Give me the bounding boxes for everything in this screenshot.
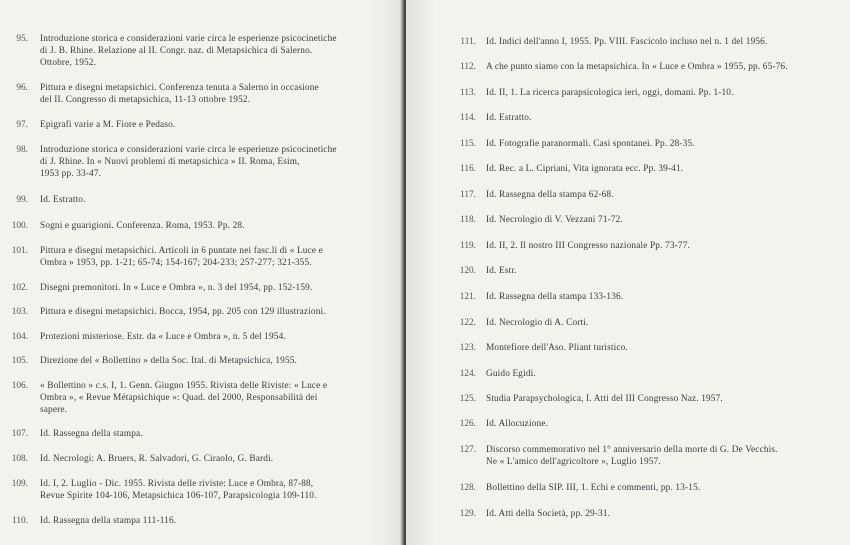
entry-text: Guido Egidi. — [486, 369, 536, 379]
entry-number: 99. — [16, 195, 28, 205]
entry-number: 122. — [459, 318, 476, 328]
entry-text: Direzione del « Bollettino » della Soc. Ital. di Metapsichica, 1955. — [40, 356, 298, 366]
entry-text: Disegni premonitori. In « Luce e Ombra », n. 3 del 1954, pp. 152-159. — [40, 283, 313, 293]
entry-text: Id. Indici dell'anno I, 1955. Pp. VIII. Fascicolo incluso nel n. 1 del 1956. — [486, 37, 768, 47]
entry-number: 102. — [11, 283, 28, 293]
entry-text: Pittura e disegni metapsichici. Articoli in 6 puntate nei fasc.li di « Luce e Ombra » 1953, pp. 1-21; 65-74; 154-167; 204-233; 257-277; 321-355. — [40, 246, 323, 269]
entry-number: 115. — [460, 139, 476, 149]
entry-number: 108. — [11, 454, 28, 464]
entry-text: Id. II, 2. Il nostro III Congresso nazionale Pp. 73-77. — [486, 241, 690, 251]
entry-number: 121. — [459, 292, 476, 302]
entry-text: Id. Necrologio di V. Vezzani 71-72. — [486, 215, 623, 225]
entry-text: Epigrafi varie a M. Fiore e Pedaso. — [40, 120, 176, 130]
entry-number: 111. — [460, 37, 476, 47]
entry-text: A che punto siamo con la metapsichica. In « Luce e Ombra » 1955, pp. 65-76. — [486, 62, 788, 72]
entry-text: Id. Rec. a L. Cipriani, Vita ignorata ecc. Pp. 39-41. — [486, 164, 684, 174]
entry-number: 126. — [459, 419, 476, 429]
entry-text: Id. Estr. — [486, 266, 517, 276]
entry-number: 114. — [460, 113, 476, 123]
entry-text: Id. I, 2. Luglio - Dic. 1955. Rivista delle riviste: Luce e Ombra, 87-88, Revue Spirite 104-106, Metapsichica 106-107, Parapsicologia 109-110. — [40, 479, 317, 502]
entry-text: Id. II, 1. La ricerca parapsicologica ieri, oggi, domani. Pp. 1-10. — [486, 88, 734, 98]
entry-number: 119. — [460, 241, 476, 251]
entry-number: 100. — [11, 221, 28, 231]
entry-number: 113. — [460, 88, 476, 98]
left-page — [0, 0, 403, 545]
entry-number: 109. — [11, 479, 28, 489]
entry-number: 125. — [459, 394, 476, 404]
entry-number: 117. — [460, 190, 476, 200]
entry-number: 101. — [11, 246, 28, 256]
entry-text: Studia Parapsychologica, I. Atti del III Congresso Naz. 1957. — [486, 394, 723, 404]
right-page — [406, 0, 850, 545]
entry-text: « Bollettino » c.s. I, 1. Genn. Giugno 1955. Rivista delle Riviste: « Luce e Ombra », « Revue Métapsichique »: Quad. del 2000, Responsabilità dei sapere. — [40, 381, 328, 416]
entry-text: Id. Rassegna della stampa. — [40, 429, 143, 439]
entry-number: 116. — [460, 164, 476, 174]
entry-text: Id. Estratto. — [40, 195, 86, 205]
entry-text: Montefiore dell'Aso. Pliant turistico. — [486, 343, 628, 353]
entry-number: 112. — [460, 62, 476, 72]
entry-number: 129. — [459, 509, 476, 519]
entry-text: Bollettino della SIP. III, 1. Echi e commenti, pp. 13-15. — [486, 483, 701, 493]
entry-text: Id. Allocuzione. — [486, 419, 549, 429]
entry-number: 95. — [16, 34, 28, 44]
entry-text: Id. Fotografie paranormali. Casi spontanei. Pp. 28-35. — [486, 139, 695, 149]
entry-text: Id. Estratto. — [486, 113, 532, 123]
entry-number: 123. — [459, 343, 476, 353]
page-curve-shadow — [406, 0, 436, 545]
entry-text: Introduzione storica e considerazioni varie circa le esperienze psicocinetiche di J. B. Rhine. Relazione al II. Congr. naz. di Metapsichica di Salerno. Ottobre, 1952. — [40, 34, 337, 69]
entry-number: 106. — [11, 381, 28, 391]
entry-text: Pittura e disegni metapsichici. Bocca, 1954, pp. 205 con 129 illustrazioni. — [40, 307, 326, 317]
entry-number: 96. — [16, 83, 28, 93]
entry-number: 124. — [459, 369, 476, 379]
entry-number: 97. — [16, 120, 28, 130]
entry-number: 107. — [11, 429, 28, 439]
entry-text: Id. Rassegna della stampa 133-136. — [486, 292, 624, 302]
entry-number: 127. — [459, 445, 476, 455]
entry-number: 103. — [11, 307, 28, 317]
entry-number: 98. — [16, 145, 28, 155]
entry-text: Discorso commemorativo nel 1° anniversario della morte di G. De Vecchis. Ne « L'amico dell'agricoltore », Luglio 1957. — [486, 445, 778, 468]
page-curve-shadow — [370, 0, 402, 545]
entry-number: 104. — [11, 332, 28, 342]
entry-number: 105. — [11, 356, 28, 366]
entry-text: Id. Rassegna della stampa 111-116. — [40, 516, 177, 526]
entry-number: 118. — [460, 215, 476, 225]
entry-text: Introduzione storica e considerazioni varie circa le esperienze psicocinetiche di J. Rhine. In « Nuovi problemi di metapsichica » II. Roma, Esim, 1953 pp. 33-47. — [40, 145, 337, 180]
entry-number: 110. — [12, 516, 28, 526]
entry-text: Id. Rassegna della stampa 62-68. — [486, 190, 614, 200]
entry-text: Id. Necrologio di A. Corti. — [486, 318, 589, 328]
entry-number: 128. — [459, 483, 476, 493]
entry-text: Pittura e disegni metapsichici. Conferenza tenuta a Salerno in occasione del II. Congresso di metapsichica, 11-13 ottobre 1952. — [40, 83, 319, 106]
entry-number: 120. — [459, 266, 476, 276]
entry-text: Id. Necrologi: A. Bruers, R. Salvadori, G. Ciraolo, G. Bardi. — [40, 454, 274, 464]
entry-text: Sogni e guarigioni. Conferenza. Roma, 1953. Pp. 28. — [40, 221, 245, 231]
entry-text: Id. Atti della Società, pp. 29-31. — [486, 509, 611, 519]
entry-text: Protezioni misteriose. Estr. da « Luce e Ombra », n. 5 del 1954. — [40, 332, 286, 342]
